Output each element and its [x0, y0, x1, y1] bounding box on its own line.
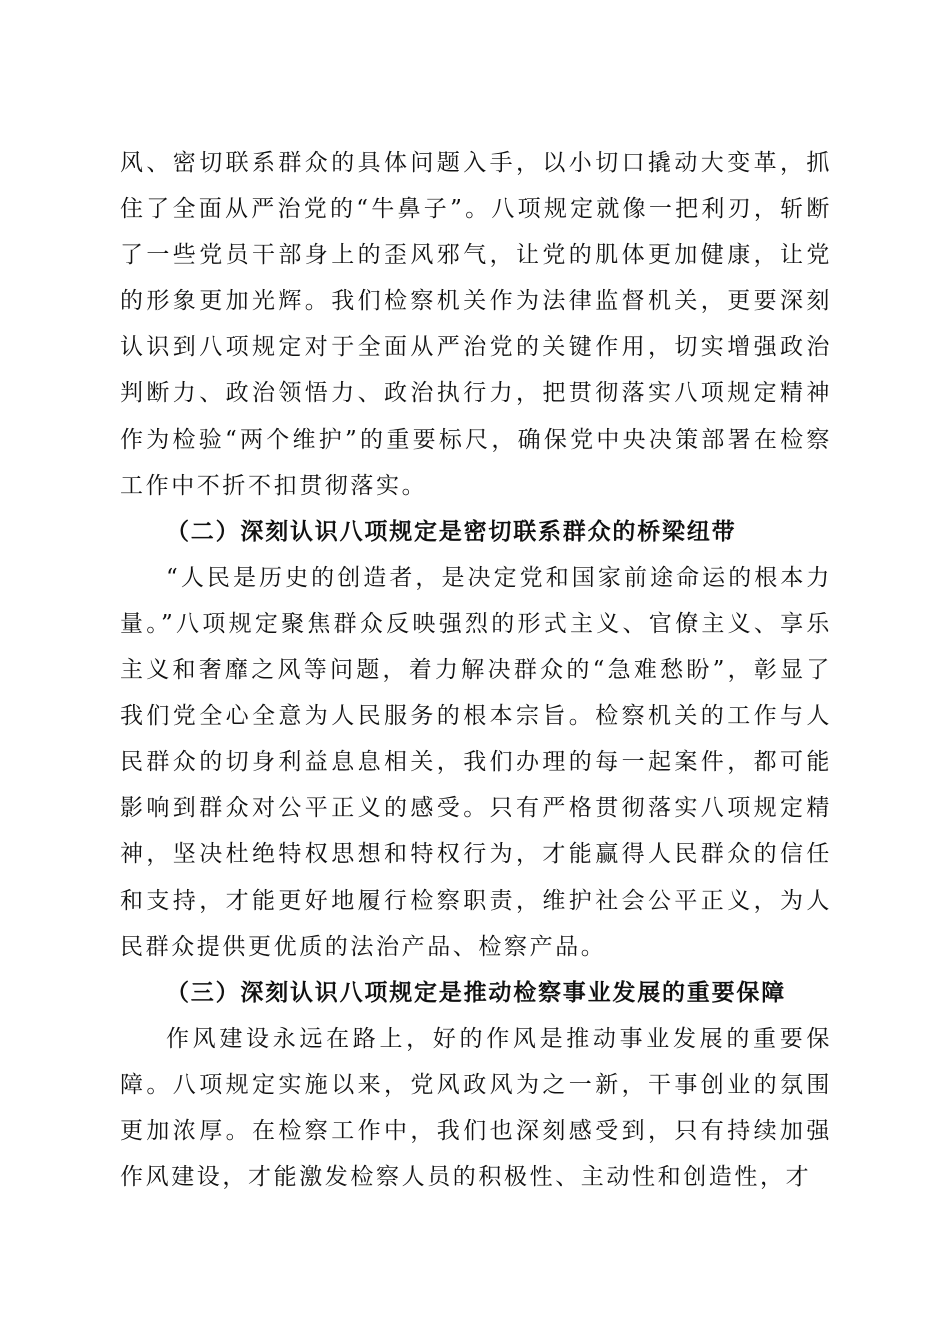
body-paragraph-section-3: 作风建设永远在路上，好的作风是推动事业发展的重要保障。八项规定实施以来，党风政风为之一新，干事创业的氛围更加浓厚。在检察工作中，我们也深刻感受到，只有持续加强作风建设，才能激发检察人员的积极性、主动性和创造性，才 — [120, 1025, 832, 1191]
body-paragraph-section-2: “人民是历史的创造者，是决定党和国家前途命运的根本力量。”八项规定聚焦群众反映强烈的形式主义、官僚主义、享乐主义和奢靡之风等问题，着力解决群众的“急难愁盼”，彰显了我们党全心全意为人民服务的根本宗旨。检察机关的工作与人民群众的切身利益息息相关，我们办理的每一起案件，都可能影响到群众对公平正义的感受。只有严格贯彻落实八项规定精神，坚决杜绝特权思想和特权行为，才能赢得人民群众的信任和支持，才能更好地履行检察职责，维护社会公平正义，为人民群众提供更优质的法治产品、检察产品。 — [120, 564, 832, 960]
document-body — [120, 140, 832, 1200]
section-heading-2: （二）深刻认识八项规定是密切联系群众的桥梁纽带 — [166, 518, 737, 545]
body-paragraph-continuation: 风、密切联系群众的具体问题入手，以小切口撬动大变革，抓住了全面从严治党的“牛鼻子”。八项规定就像一把利刃，斩断了一些党员干部身上的歪风邪气，让党的肌体更加健康，让党的形象更加光辉。我们检察机关作为法律监督机关，更要深刻认识到八项规定对于全面从严治党的关键作用，切实增强政治判断力、政治领悟力、政治执行力，把贯彻落实八项规定精神作为检验“两个维护”的重要标尺，确保党中央决策部署在检察工作中不折不扣贯彻落实。 — [120, 150, 832, 499]
section-heading-3: （三）深刻认识八项规定是推动检察事业发展的重要保障 — [166, 979, 786, 1006]
